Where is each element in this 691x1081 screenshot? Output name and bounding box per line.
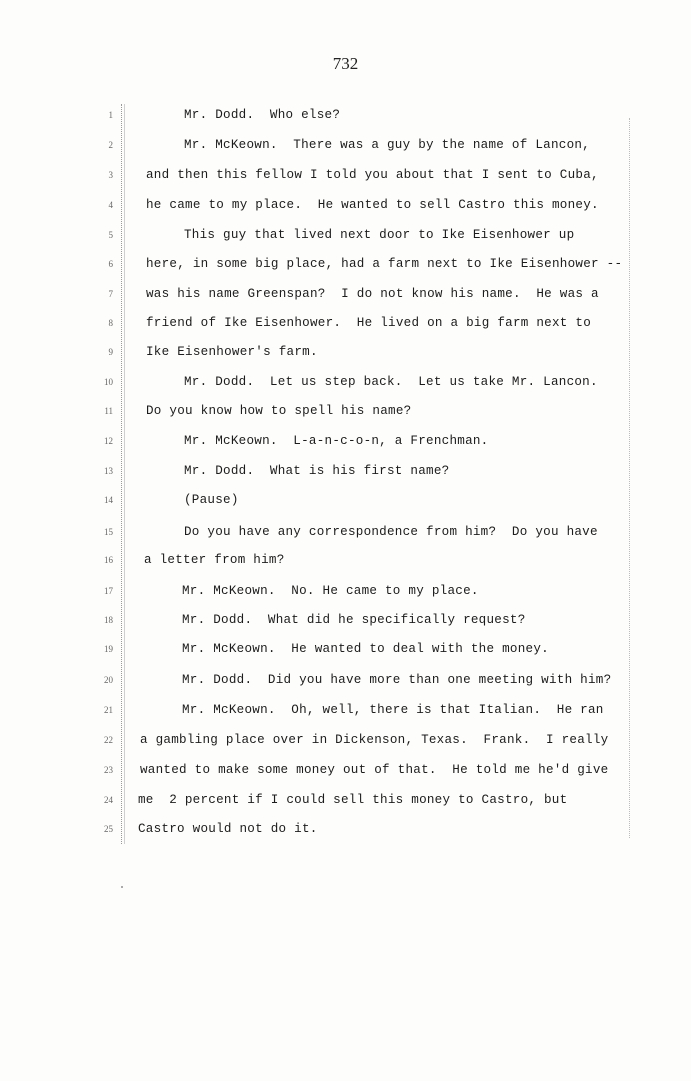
- line-number: 14: [104, 495, 113, 505]
- line-number: 15: [104, 527, 113, 537]
- transcript-line: Ike Eisenhower's farm.: [146, 345, 318, 359]
- line-number: 1: [108, 110, 113, 120]
- right-margin-rule: [629, 118, 630, 838]
- line-number: 17: [104, 586, 113, 596]
- transcript-line: Mr. McKeown. Oh, well, there is that Italian. He ran: [182, 703, 604, 717]
- transcript-line: was his name Greenspan? I do not know his name. He was a: [146, 287, 599, 301]
- transcript-line: a gambling place over in Dickenson, Texas. Frank. I really: [140, 733, 609, 747]
- transcript-line: Mr. Dodd. Let us step back. Let us take Mr. Lancon.: [184, 375, 598, 389]
- line-number: 12: [104, 436, 113, 446]
- transcript-line: Do you know how to spell his name?: [146, 404, 412, 418]
- transcript-line: here, in some big place, had a farm next to Ike Eisenhower --: [146, 257, 623, 271]
- stray-mark: [121, 886, 123, 888]
- line-number: 4: [108, 200, 113, 210]
- line-number: 20: [104, 675, 113, 685]
- line-number: 7: [108, 289, 113, 299]
- transcript-line: Mr. McKeown. He wanted to deal with the money.: [182, 642, 549, 656]
- transcript-line: Mr. McKeown. There was a guy by the name of Lancon,: [184, 138, 590, 152]
- transcript-line: friend of Ike Eisenhower. He lived on a big farm next to: [146, 316, 592, 330]
- line-number: 8: [108, 318, 113, 328]
- line-number: 21: [104, 705, 113, 715]
- line-number: 22: [104, 735, 113, 745]
- line-number: 10: [104, 377, 113, 387]
- left-margin-rule-inner: [124, 104, 125, 844]
- line-number: 11: [104, 406, 113, 416]
- transcript-line: Mr. McKeown. No. He came to my place.: [182, 584, 479, 598]
- transcript-line: Mr. McKeown. L-a-n-c-o-n, a Frenchman.: [184, 434, 489, 448]
- transcript-line: wanted to make some money out of that. He told me he'd give: [140, 763, 609, 777]
- transcript-line: Mr. Dodd. What did he specifically request?: [182, 613, 526, 627]
- line-number: 25: [104, 824, 113, 834]
- line-number: 19: [104, 644, 113, 654]
- transcript-line: me 2 percent if I could sell this money to Castro, but: [138, 793, 568, 807]
- left-margin-rule: [121, 104, 122, 844]
- transcript-line: Mr. Dodd. Did you have more than one meeting with him?: [182, 673, 612, 687]
- transcript-line: Mr. Dodd. What is his first name?: [184, 464, 450, 478]
- line-number: 16: [104, 555, 113, 565]
- transcript-line: This guy that lived next door to Ike Eisenhower up: [184, 228, 575, 242]
- page-number: 732: [332, 54, 359, 73]
- transcript-line: a letter from him?: [144, 553, 285, 567]
- transcript-line: Do you have any correspondence from him? Do you have: [184, 525, 598, 539]
- line-number: 24: [104, 795, 113, 805]
- line-number: 23: [104, 765, 113, 775]
- line-number: 2: [108, 140, 113, 150]
- transcript-line: Castro would not do it.: [138, 822, 318, 836]
- transcript-line: (Pause): [184, 493, 239, 507]
- line-number: 18: [104, 615, 113, 625]
- line-number: 5: [108, 230, 113, 240]
- transcript-line: he came to my place. He wanted to sell Castro this money.: [146, 198, 599, 212]
- line-number: 13: [104, 466, 113, 476]
- line-number: 6: [108, 259, 113, 269]
- line-number: 3: [108, 170, 113, 180]
- transcript-line: Mr. Dodd. Who else?: [184, 108, 341, 122]
- transcript-line: and then this fellow I told you about that I sent to Cuba,: [146, 168, 599, 182]
- line-number: 9: [108, 347, 113, 357]
